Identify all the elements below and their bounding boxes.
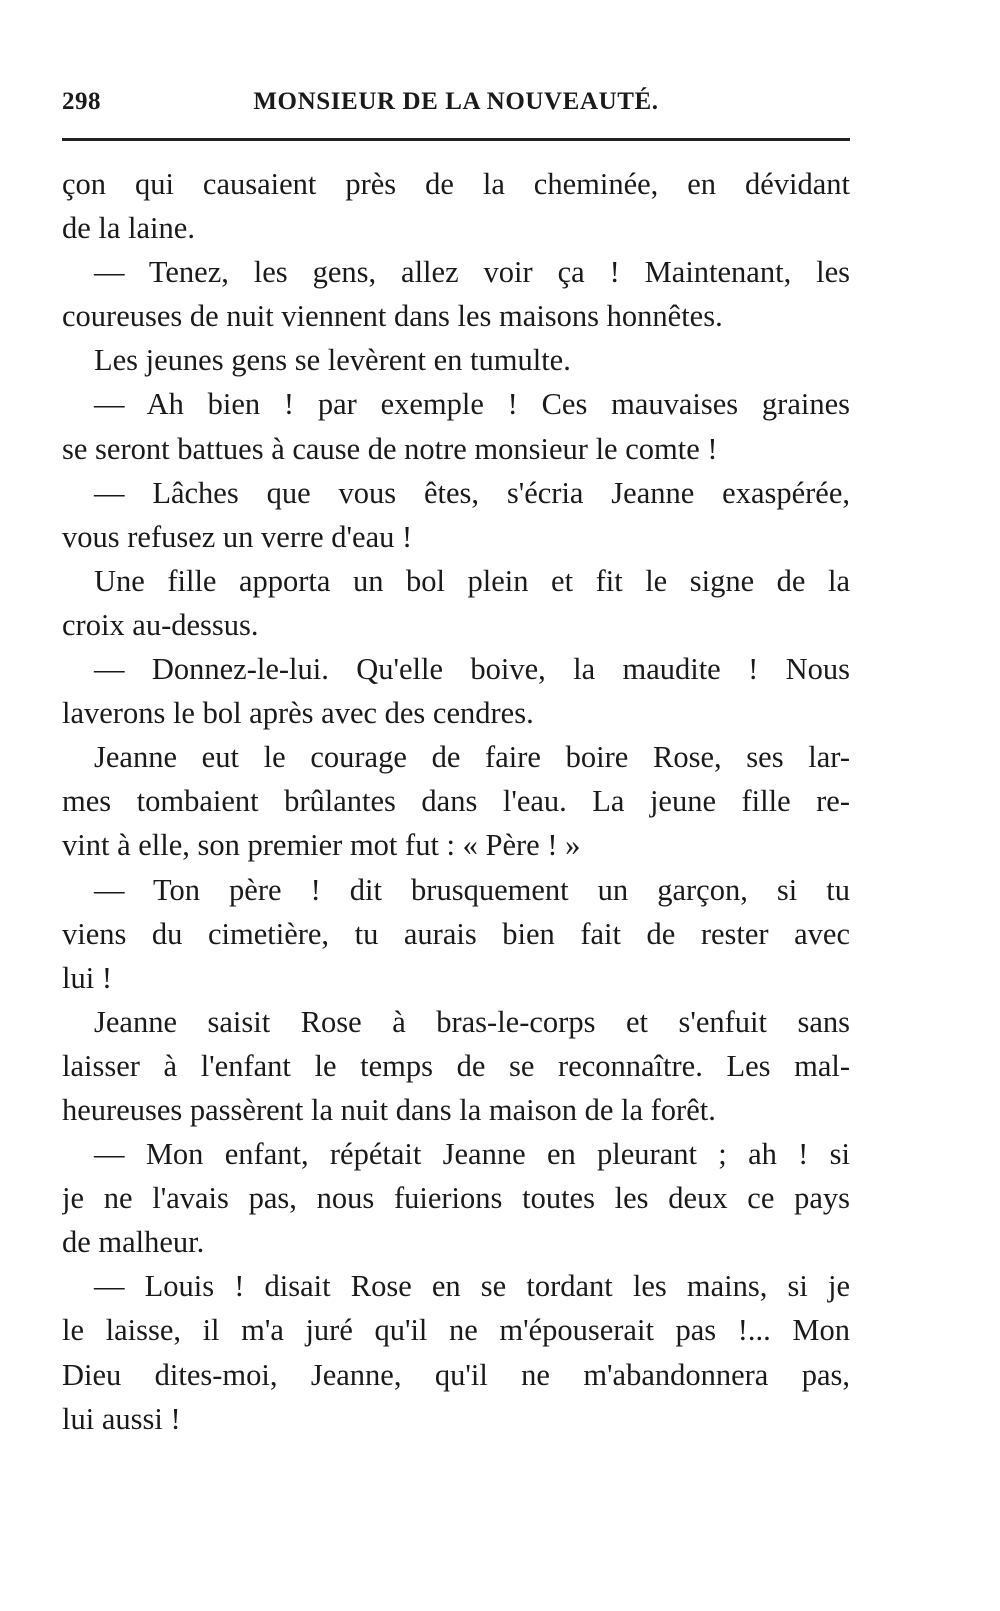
text-line: croix au-dessus. bbox=[62, 607, 259, 642]
text-line: vous refusez un verre d'eau ! bbox=[62, 519, 413, 554]
text-line: se seront battues à cause de notre monsieur le comte ! bbox=[62, 431, 718, 466]
text-line: lui aussi ! bbox=[62, 1401, 181, 1436]
body-text bbox=[62, 162, 850, 1441]
text-line: Dieu dites-moi, Jeanne, qu'il ne m'abandonnera pas, bbox=[62, 1357, 850, 1392]
text-line: mes tombaient brûlantes dans l'eau. La jeune fille re- bbox=[62, 784, 850, 819]
text-line: Jeanne eut le courage de faire boire Rose, ses lar- bbox=[94, 740, 850, 775]
text-line: Jeanne saisit Rose à bras-le-corps et s'enfuit sans bbox=[94, 1004, 850, 1039]
text-line: — Tenez, les gens, allez voir ça ! Maintenant, les bbox=[94, 255, 850, 290]
text-line: — Donnez-le-lui. Qu'elle boive, la maudite ! Nous bbox=[94, 652, 850, 687]
text-line: — Lâches que vous êtes, s'écria Jeanne exaspérée, bbox=[94, 475, 850, 510]
text-line: viens du cimetière, tu aurais bien fait de rester avec bbox=[62, 916, 850, 951]
page-number: 298 bbox=[62, 88, 101, 115]
text-line: lui ! bbox=[62, 960, 112, 995]
text-line: Les jeunes gens se levèrent en tumulte. bbox=[94, 343, 571, 378]
text-line: — Mon enfant, répétait Jeanne en pleurant ; ah ! si bbox=[94, 1137, 850, 1172]
running-title: MONSIEUR DE LA NOUVEAUTÉ. bbox=[253, 88, 659, 115]
text-line: je ne l'avais pas, nous fuierions toutes les deux ce pays bbox=[62, 1181, 850, 1216]
text-line: de la laine. bbox=[62, 211, 195, 246]
text-line: coureuses de nuit viennent dans les maisons honnêtes. bbox=[62, 299, 723, 334]
running-head bbox=[62, 88, 850, 122]
text-line: heureuses passèrent la nuit dans la maison de la forêt. bbox=[62, 1092, 716, 1127]
text-line: — Ah bien ! par exemple ! Ces mauvaises graines bbox=[94, 387, 850, 422]
text-line: — Louis ! disait Rose en se tordant les mains, si je bbox=[94, 1269, 850, 1304]
text-line: vint à elle, son premier mot fut : « Père ! » bbox=[62, 828, 581, 863]
header-rule bbox=[62, 138, 850, 141]
text-line: Une fille apporta un bol plein et fit le signe de la bbox=[94, 563, 850, 598]
text-line: laisser à l'enfant le temps de se reconnaître. Les mal- bbox=[62, 1048, 850, 1083]
text-line: laverons le bol après avec des cendres. bbox=[62, 696, 534, 731]
text-line: de malheur. bbox=[62, 1225, 205, 1260]
text-line: çon qui causaient près de la cheminée, en dévidant bbox=[62, 167, 850, 201]
text-line: le laisse, il m'a juré qu'il ne m'épouserait pas !... Mon bbox=[62, 1313, 850, 1348]
text-line: — Ton père ! dit brusquement un garçon, si tu bbox=[94, 872, 850, 907]
